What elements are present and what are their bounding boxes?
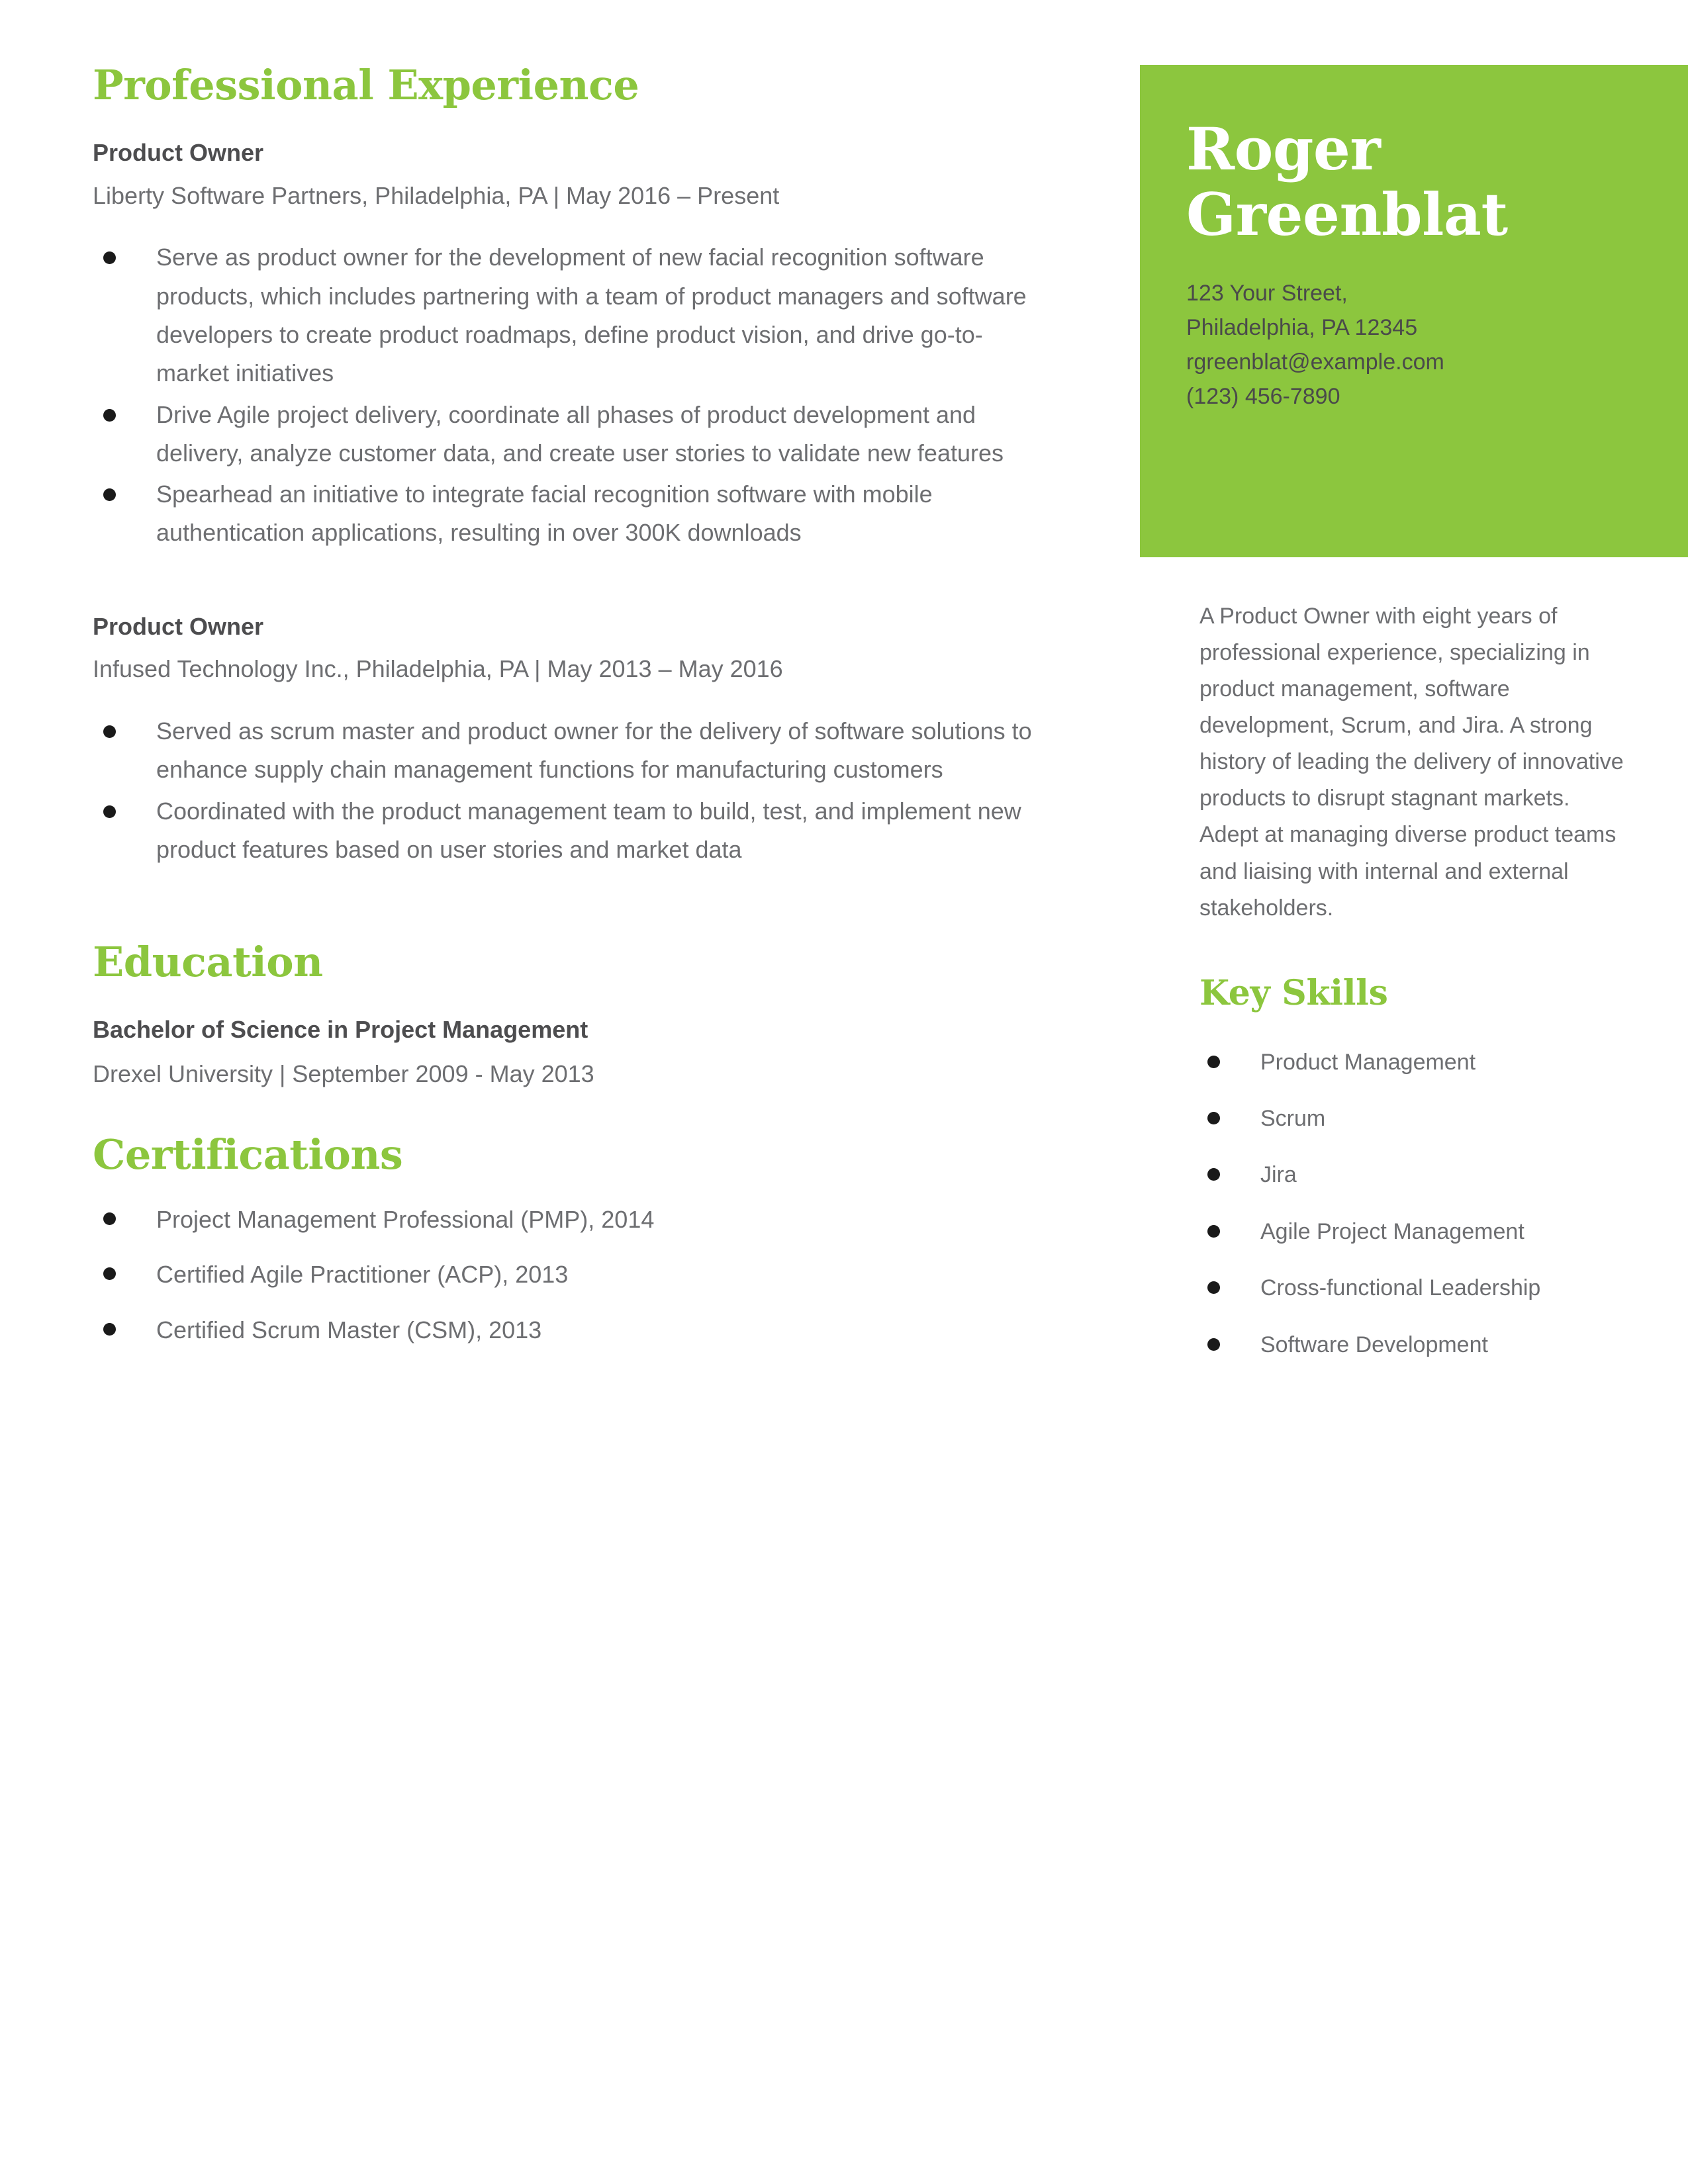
job-title: Product Owner [93, 139, 264, 167]
list-item [93, 712, 1039, 790]
bullet-dot-icon [103, 1212, 116, 1225]
spacer [93, 582, 1039, 611]
bullet-dot-icon [1207, 1281, 1220, 1294]
list-item [1199, 1276, 1631, 1300]
bullet-text: Served as scrum master and product owner for the delivery of software solutions to enhance supply chain management functions for manufacturing customers [156, 717, 1032, 784]
side-body [1140, 598, 1688, 1357]
spacer [93, 898, 1039, 940]
list-item [1199, 1220, 1631, 1244]
job-meta: Infused Technology Inc., Philadelphia, PA | May 2013 – May 2016 [93, 655, 783, 683]
spacer [93, 1091, 1039, 1133]
list-item [93, 1317, 1039, 1343]
bullet-dot-icon [103, 409, 116, 422]
certifications-heading: Certifications [93, 1130, 403, 1179]
list-item [93, 1261, 1039, 1288]
education-degree: Bachelor of Science in Project Management [93, 1016, 588, 1044]
education-heading: Education [93, 938, 323, 987]
first-name: Roger [1186, 114, 1381, 183]
skill-text: Agile Project Management [1260, 1218, 1524, 1244]
professional-experience-heading: Professional Experience [93, 61, 639, 109]
certification-text: Certified Agile Practitioner (ACP), 2013 [156, 1261, 569, 1289]
bullet-dot-icon [1207, 1056, 1220, 1068]
list-item [93, 792, 1039, 870]
last-name: Greenblat [1186, 179, 1508, 249]
professional-summary: A Product Owner with eight years of professional experience, specializing in product management, software development, Scrum, and Jira. A strong history of leading the delivery of innovative products to disrupt stagnant markets. Adept at managing diverse product teams and liaising with internal and external stakeholders. [1199, 604, 1624, 921]
education-entry [93, 1014, 1039, 1090]
skill-text: Product Management [1260, 1049, 1476, 1075]
list-item [93, 475, 1039, 553]
main-column [93, 61, 1039, 1372]
bullet-dot-icon [103, 1267, 116, 1280]
contact-city-state-zip: Philadelphia, PA 12345 [1186, 315, 1418, 341]
bullet-dot-icon [103, 488, 116, 501]
skill-text: Cross-functional Leadership [1260, 1275, 1541, 1301]
education-school: Drexel University | September 2009 - May 2013 [93, 1060, 594, 1087]
bullet-text: Spearhead an initiative to integrate facial recognition software with mobile authentication applications, resulting in over 300K downloads [156, 480, 933, 547]
bullet-text: Coordinated with the product management team to build, test, and implement new product features based on user stories and market data [156, 797, 1021, 863]
list-item [93, 1206, 1039, 1233]
bullet-text: Drive Agile project delivery, coordinate all phases of product development and delivery, analyze customer data, and create user stories to validate new features [156, 400, 1004, 467]
certification-text: Project Management Professional (PMP), 2014 [156, 1205, 655, 1233]
name-card [1140, 65, 1688, 557]
bullet-dot-icon [1207, 1168, 1220, 1181]
job-bullet-list [93, 238, 1039, 553]
job-bullet-list [93, 712, 1039, 869]
skill-text: Software Development [1260, 1332, 1488, 1357]
side-column [1140, 0, 1688, 1389]
list-item [1199, 1163, 1631, 1187]
bullet-dot-icon [103, 805, 116, 818]
bullet-dot-icon [1207, 1112, 1220, 1124]
experience-entry-2 [93, 611, 1039, 869]
contact-phone[interactable]: (123) 456-7890 [1186, 384, 1340, 410]
list-item [1199, 1107, 1631, 1131]
list-item [93, 238, 1039, 392]
bullet-dot-icon [103, 251, 116, 264]
bullet-dot-icon [1207, 1338, 1220, 1351]
contact-email[interactable]: rgreenblat@example.com [1186, 349, 1444, 375]
contact-block [1186, 276, 1642, 414]
certification-list [93, 1206, 1039, 1343]
job-title: Product Owner [93, 612, 264, 640]
contact-street: 123 Your Street, [1186, 281, 1348, 306]
bullet-dot-icon [1207, 1225, 1220, 1238]
bullet-dot-icon [103, 1323, 116, 1336]
list-item [93, 396, 1039, 473]
key-skills-heading: Key Skills [1199, 972, 1388, 1013]
list-item [1199, 1333, 1631, 1357]
bullet-dot-icon [103, 725, 116, 738]
bullet-text: Serve as product owner for the development of new facial recognition software products, which includes partnering with a team of product managers and software developers to create product roadmaps, define product vision, and drive go-to-market initiatives [156, 244, 1027, 387]
experience-entry-1 [93, 137, 1039, 553]
certification-text: Certified Scrum Master (CSM), 2013 [156, 1316, 542, 1343]
job-meta: Liberty Software Partners, Philadelphia, PA | May 2016 – Present [93, 181, 780, 209]
skill-text: Scrum [1260, 1106, 1326, 1132]
page-title [1186, 116, 1642, 247]
key-skills-list [1199, 1050, 1631, 1357]
list-item [1199, 1050, 1631, 1075]
skill-text: Jira [1260, 1162, 1297, 1188]
